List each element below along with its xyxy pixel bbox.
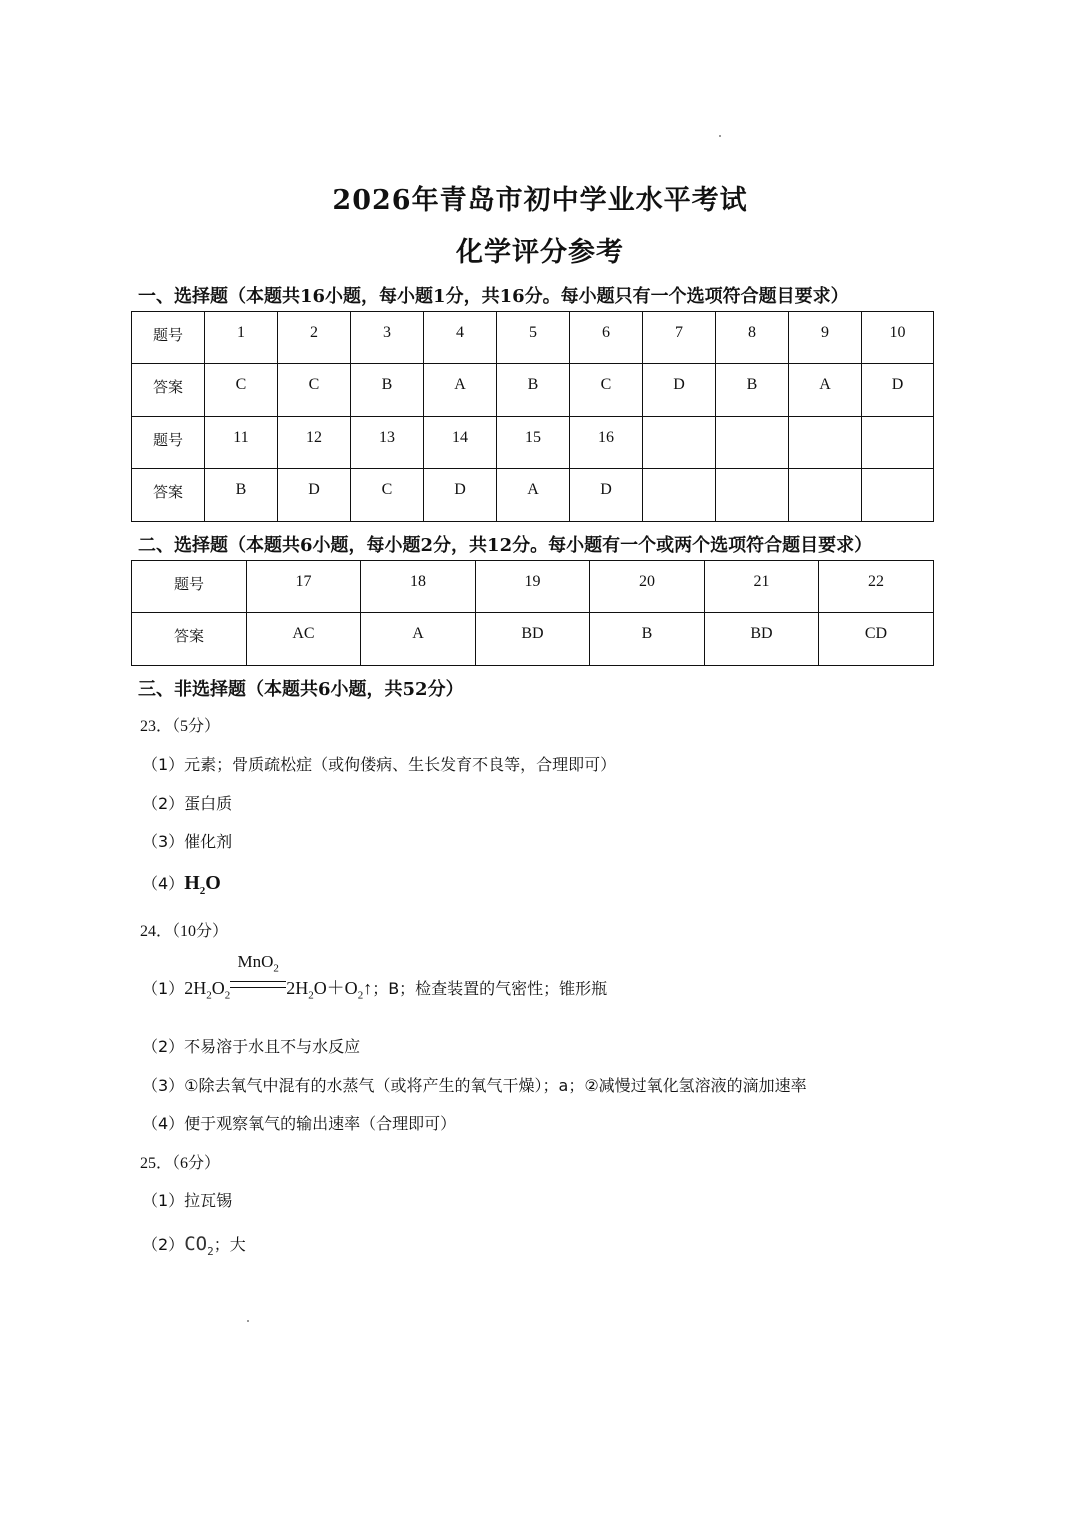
table-row-ans-1 <box>132 364 934 417</box>
answer-cell: B <box>590 613 705 666</box>
answer-cell <box>643 469 716 522</box>
question-number-cell: 4 <box>424 312 497 364</box>
row-label-answer: 答案 <box>132 469 205 522</box>
answer-cell: C <box>278 364 351 417</box>
row-label-question-number: 题号 <box>132 417 205 469</box>
question-number-cell: 6 <box>570 312 643 364</box>
question-number-cell: 21 <box>705 561 819 613</box>
question-number-cell: 16 <box>570 417 643 469</box>
table-row-num-2 <box>132 417 934 469</box>
catalyst-formula: MnO <box>237 952 274 971</box>
formula-co: CO <box>184 1233 208 1255</box>
answer-table-section2 <box>131 560 934 666</box>
scan-speck-top <box>719 135 721 137</box>
question-number-cell: 20 <box>590 561 705 613</box>
answer-cell: BD <box>705 613 819 666</box>
q24-answer-3: （3）①除去氧气中混有的水蒸气（或将产生的氧气干燥）；a；②减慢过氧化氢溶液的滴加速率 <box>142 1076 807 1095</box>
section1-heading: 一、选择题（本题共16小题，每小题1分，共16分。每小题只有一个选项符合题目要求） <box>138 286 849 307</box>
page-subtitle: 化学评分参考 <box>456 237 624 268</box>
answer-cell: A <box>497 469 570 522</box>
q25-heading: 25．（6分） <box>140 1155 221 1172</box>
row-label-answer: 答案 <box>132 613 247 666</box>
q24-heading: 24．（10分） <box>140 923 229 940</box>
question-number-cell: 14 <box>424 417 497 469</box>
question-number-cell <box>789 417 862 469</box>
reaction-condition <box>230 952 286 999</box>
question-number-cell: 9 <box>789 312 862 364</box>
eq-sub: 2 <box>206 989 212 1002</box>
answer-cell: BD <box>476 613 590 666</box>
equals-double-line <box>230 981 286 988</box>
question-number-cell: 1 <box>205 312 278 364</box>
question-number-cell <box>862 417 934 469</box>
q23-heading: 23．（5分） <box>140 718 221 735</box>
eq-sub: 2 <box>357 989 364 1002</box>
formula-h: H <box>184 872 200 894</box>
answer-cell <box>716 469 789 522</box>
question-number-cell: 18 <box>361 561 476 613</box>
carbon-dioxide-formula <box>184 1233 214 1258</box>
q24-answer-2: （2）不易溶于水且不与水反应 <box>142 1037 361 1056</box>
q23-answer-2: （2）蛋白质 <box>142 794 233 813</box>
q23-answer-1: （1）元素；骨质疏松症（或佝偻病、生长发育不良等，合理即可） <box>142 755 617 774</box>
q25-answer-2-rest: ；大 <box>213 1235 246 1254</box>
q25-answer-1: （1）拉瓦锡 <box>142 1191 233 1210</box>
answer-cell: B <box>351 364 424 417</box>
question-number-cell: 19 <box>476 561 590 613</box>
question-number-cell: 15 <box>497 417 570 469</box>
answer-cell <box>789 469 862 522</box>
question-number-cell <box>716 417 789 469</box>
q25-answer-2-prefix: （2） <box>142 1235 185 1254</box>
eq-reactant-o: O <box>211 978 225 998</box>
question-number-cell: 13 <box>351 417 424 469</box>
eq-sub: 2 <box>308 989 314 1002</box>
table-row-num <box>132 561 934 613</box>
answer-cell: D <box>643 364 716 417</box>
q24-answer-4: （4）便于观察氧气的输出速率（合理即可） <box>142 1114 457 1133</box>
question-number-cell: 5 <box>497 312 570 364</box>
scan-speck-bottom <box>247 1320 249 1322</box>
eq-product-o: O＋O <box>313 978 358 998</box>
q23-answer-4 <box>142 871 221 897</box>
q24-answer-1 <box>142 952 608 1002</box>
answer-cell: B <box>497 364 570 417</box>
answer-cell <box>862 469 934 522</box>
answer-cell: CD <box>819 613 934 666</box>
formula-sub: 2 <box>199 885 206 897</box>
answer-cell: A <box>361 613 476 666</box>
q23-answer-4-prefix: （4） <box>142 874 185 893</box>
answer-table-section1 <box>131 311 934 522</box>
answer-cell: A <box>424 364 497 417</box>
answer-cell: C <box>205 364 278 417</box>
question-number-cell: 2 <box>278 312 351 364</box>
q23-answer-3: （3）催化剂 <box>142 832 233 851</box>
chemical-equation <box>184 952 373 1002</box>
catalyst-label <box>230 952 286 974</box>
answer-cell: D <box>278 469 351 522</box>
answer-cell: D <box>862 364 934 417</box>
question-number-cell: 3 <box>351 312 424 364</box>
answer-cell: D <box>424 469 497 522</box>
page-title: 2026年青岛市初中学业水平考试 <box>332 185 748 216</box>
eq-product-h: 2H <box>286 978 309 998</box>
question-number-cell: 7 <box>643 312 716 364</box>
q24-answer-1-prefix: （1） <box>142 979 185 998</box>
question-number-cell: 12 <box>278 417 351 469</box>
section2-heading: 二、选择题（本题共6小题，每小题2分，共12分。每小题有一个或两个选项符合题目要求） <box>138 535 873 556</box>
table-row-num-1 <box>132 312 934 364</box>
answer-cell: B <box>716 364 789 417</box>
answer-cell: B <box>205 469 278 522</box>
q24-answer-1-rest: ；B；检查装置的气密性；锥形瓶 <box>372 979 608 998</box>
row-label-question-number: 题号 <box>132 312 205 364</box>
catalyst-sub: 2 <box>273 962 279 975</box>
q25-answer-2 <box>142 1232 246 1258</box>
row-label-answer: 答案 <box>132 364 205 417</box>
eq-reactant-h: 2H <box>184 978 207 998</box>
question-number-cell <box>643 417 716 469</box>
question-number-cell: 8 <box>716 312 789 364</box>
question-number-cell: 10 <box>862 312 934 364</box>
section3-heading: 三、非选择题（本题共6小题，共52分） <box>138 679 464 700</box>
answer-cell: C <box>351 469 424 522</box>
table-row-ans <box>132 613 934 666</box>
formula-sub: 2 <box>207 1244 214 1258</box>
answer-cell: D <box>570 469 643 522</box>
table-row-ans-2 <box>132 469 934 522</box>
formula-o: O <box>205 872 221 894</box>
answer-cell: C <box>570 364 643 417</box>
answer-cell: AC <box>247 613 361 666</box>
water-formula <box>184 872 221 897</box>
question-number-cell: 17 <box>247 561 361 613</box>
gas-arrow-icon: ↑ <box>363 978 373 998</box>
eq-sub: 2 <box>224 989 231 1002</box>
row-label-question-number: 题号 <box>132 561 247 613</box>
question-number-cell: 22 <box>819 561 934 613</box>
answer-cell: A <box>789 364 862 417</box>
question-number-cell: 11 <box>205 417 278 469</box>
